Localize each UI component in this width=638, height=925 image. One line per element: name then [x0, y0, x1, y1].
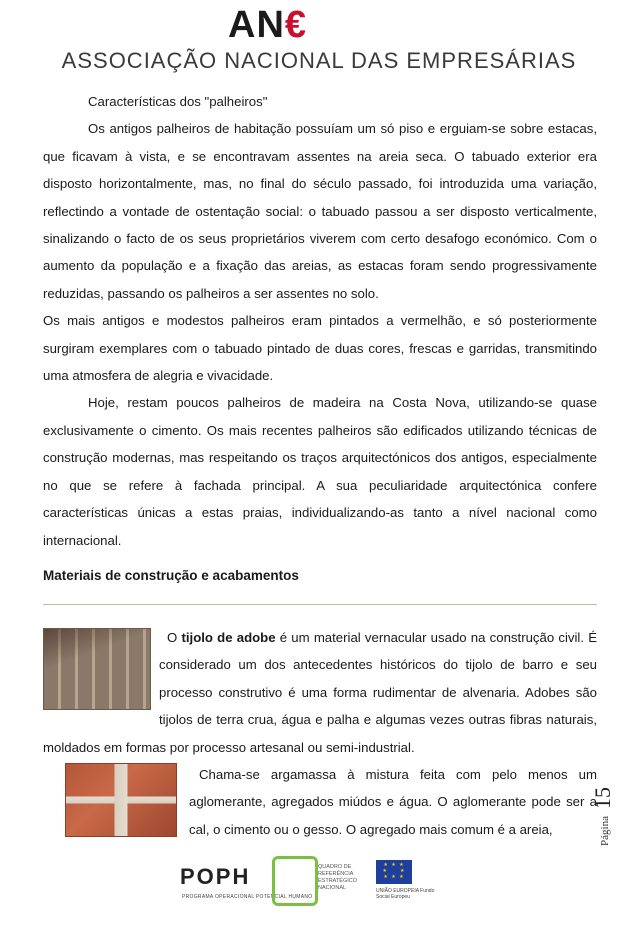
section-divider: [43, 604, 597, 605]
mortar-brick-photo: [65, 763, 177, 837]
qren-text: QUADRO DE REFERÊNCIA ESTRATÉGICO NACIONAL: [318, 864, 358, 891]
adobe-intro: O: [167, 630, 178, 645]
footer-logos: [0, 850, 638, 920]
mortar-block: [65, 761, 597, 843]
paragraph-3: Hoje, restam poucos palheiros de madeira na Costa Nova, utilizando-se quase exclusivamente o cimento. Os mais recentes palheiros são edificados utilizando técnicas de construção modernas, mas respeitando os traços arquitectónicos dos antigos, especialmente no que se refere à fachada principal. A sua peculiaridade arquitectónica confere características únicas a estas praias, individualizando-as tanto a nível nacional como internacional.: [43, 395, 597, 548]
adobe-text: é um material vernacular usado na construção civil. É considerado um dos antecedentes históricos do tijolo de barro e seu processo construtivo é uma forma rudimentar de alvenaria. Adobes são tijolos de terra crua, água e palha e algumas vezes outras fibras naturais, moldados em formas por processo artesanal ou semi-industrial.: [43, 630, 598, 755]
adobe-term: tijolo de adobe: [181, 630, 276, 645]
page-number-value: 15: [590, 787, 615, 809]
section-subtitle: Características dos "palheiros": [88, 94, 268, 109]
organization-name: ASSOCIAÇÃO NACIONAL DAS EMPRESÁRIAS: [61, 48, 577, 73]
eu-text: UNIÃO EUROPEIA Fundo Social Europeu: [376, 888, 435, 900]
adobe-bricks-photo: [43, 628, 151, 710]
logo-accent: €: [284, 4, 308, 46]
page-header: [0, 0, 638, 80]
mortar-paragraph: Chama-se argamassa à mistura feita com pelo menos um aglomerante, agregados miúdos e água. O aglomerante pode ser a cal, o cimento ou o gesso. O agregado mais comum é a areia,: [189, 767, 597, 837]
document-body: [43, 88, 597, 554]
eu-flag-icon: ★ ★ ★ ★ ★ ★ ★ ★: [376, 860, 412, 884]
paragraph-1: Os antigos palheiros de habitação possuíam um só piso e erguiam-se sobre estacas, que ficavam à vista, e se encontravam assentes na areia seca. O tabuado exterior era disposto horizontalmente, mas, no final do século passado, foi introduzida uma variação, reflectindo a vontade de ostentação social: o tabuado passou a ser disposto verticalmente, sinalizando o facto de os seus proprietários viverem com certo desafogo económico. Com o aumento da população e a fixação das areias, as estacas foram sendo progressivamente reduzidas, passando os palheiros a ser assentes no solo.: [43, 121, 597, 301]
page-number-label: Página: [598, 816, 611, 846]
ane-logo: [228, 4, 307, 47]
qren-logo-icon: [272, 856, 318, 906]
adobe-block: [43, 624, 597, 761]
poph-logo: POPH: [180, 864, 251, 889]
paragraph-2: Os mais antigos e modestos palheiros eram pintados a vermelhão, e só posteriormente surgiram exemplares com o tabuado pintado de duas cores, frescas e garridas, transmitindo uma atmosfera de alegria e vivacidade.: [43, 313, 597, 384]
poph-subtitle: PROGRAMA OPERACIONAL POTENCIAL HUMANO: [182, 894, 313, 900]
materials-heading: Materiais de construção e acabamentos: [43, 568, 299, 583]
logo-main: AN: [228, 4, 285, 46]
